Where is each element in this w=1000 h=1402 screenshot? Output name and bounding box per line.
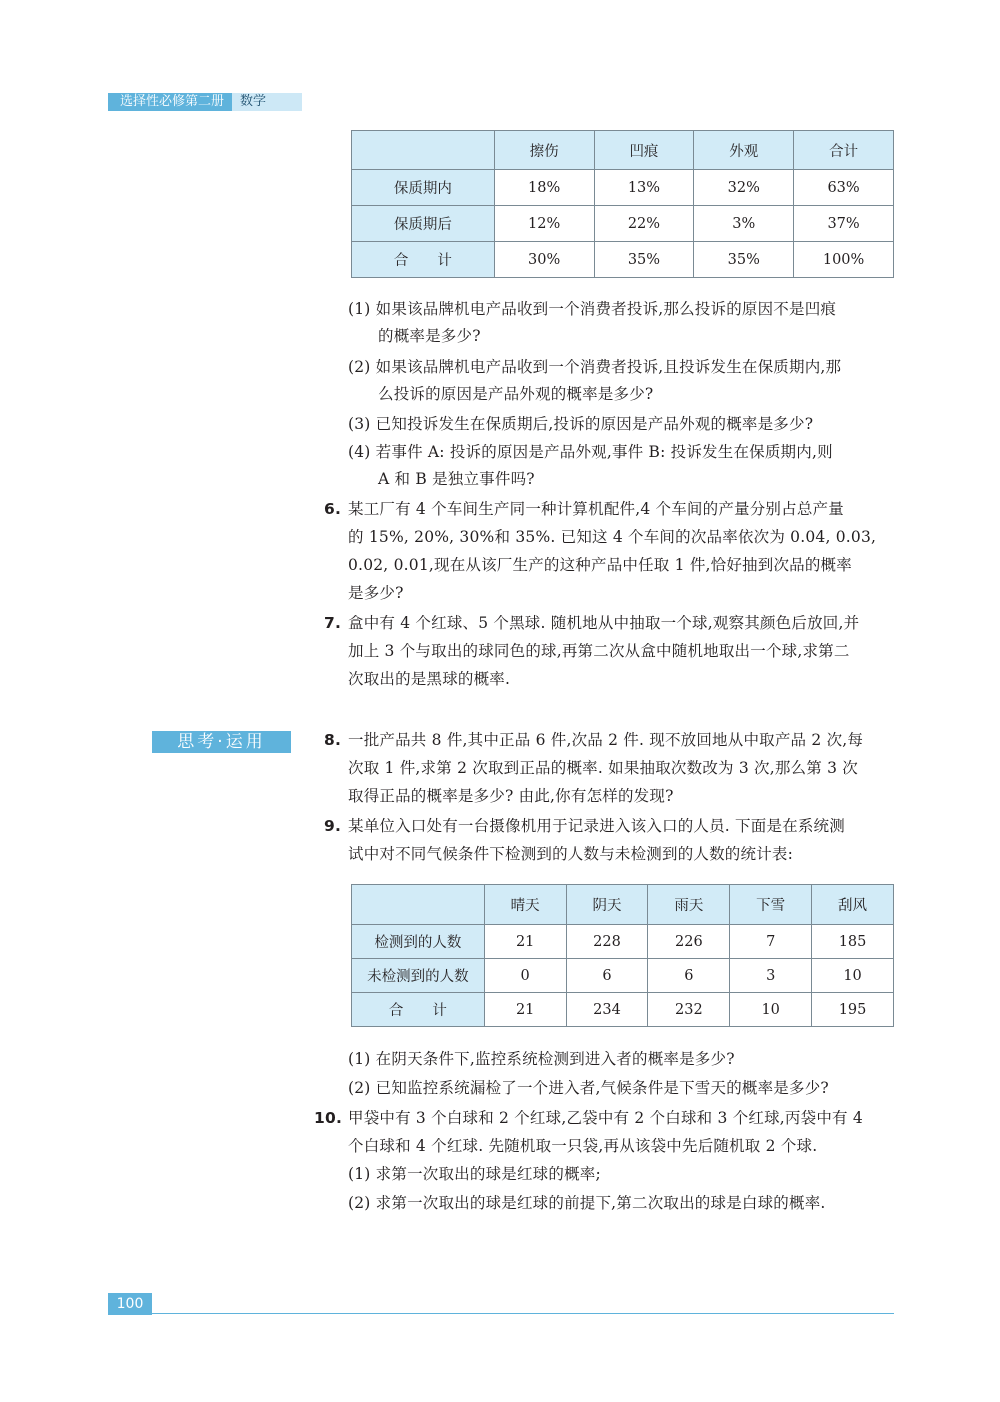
question-number: 7. bbox=[324, 614, 342, 632]
q5-part1-line1: (1) 如果该品牌机电产品收到一个消费者投诉,那么投诉的原因不是凹痕 bbox=[348, 300, 837, 318]
q5-part2-line2: 么投诉的原因是产品外观的概率是多少? bbox=[378, 385, 654, 403]
row-header: 保质期内 bbox=[352, 170, 495, 206]
q7-line2: 加上 3 个与取出的球同色的球,再第二次从盒中随机地取出一个球,求第二 bbox=[348, 642, 850, 660]
q6-line4: 是多少? bbox=[348, 584, 404, 602]
table-cell: 234 bbox=[566, 993, 648, 1027]
q5-part4-line1: (4) 若事件 A: 投诉的原因是产品外观,事件 B: 投诉发生在保质期内,则 bbox=[348, 443, 833, 461]
table-cell: 6 bbox=[566, 959, 648, 993]
table-cell: 7 bbox=[730, 925, 812, 959]
table-cell: 10 bbox=[730, 993, 812, 1027]
column-header: 刮风 bbox=[812, 885, 894, 925]
table-cell: 35% bbox=[594, 242, 694, 278]
table-cell: 3 bbox=[730, 959, 812, 993]
table-cell: 100% bbox=[794, 242, 894, 278]
column-header: 擦伤 bbox=[494, 131, 594, 170]
q10-part1: (1) 求第一次取出的球是红球的概率; bbox=[348, 1165, 601, 1183]
row-header: 未检测到的人数 bbox=[352, 959, 485, 993]
table-cell: 226 bbox=[648, 925, 730, 959]
table-cell: 37% bbox=[794, 206, 894, 242]
table-corner-cell bbox=[352, 885, 485, 925]
table-cell: 22% bbox=[594, 206, 694, 242]
table-cell: 3% bbox=[694, 206, 794, 242]
table-cell: 12% bbox=[494, 206, 594, 242]
q9-part2: (2) 已知监控系统漏检了一个进入者,气候条件是下雪天的概率是多少? bbox=[348, 1079, 829, 1097]
table-cell: 10 bbox=[812, 959, 894, 993]
q8-line2: 次取 1 件,求第 2 次取到正品的概率. 如果抽取次数改为 3 次,那么第 3 次 bbox=[348, 759, 858, 777]
q10-line2: 个白球和 4 个红球. 先随机取一只袋,再从该袋中先后随机取 2 个球. bbox=[348, 1137, 818, 1155]
column-header: 凹痕 bbox=[594, 131, 694, 170]
q7-line1: 盒中有 4 个红球、5 个黑球. 随机地从中抽取一个球,观察其颜色后放回,并 bbox=[348, 614, 860, 632]
complaint-table bbox=[351, 130, 894, 278]
table-row bbox=[352, 993, 894, 1027]
table-cell: 30% bbox=[494, 242, 594, 278]
table-cell: 35% bbox=[694, 242, 794, 278]
q8-line1: 一批产品共 8 件,其中正品 6 件,次品 2 件. 现不放回地从中取产品 2 次,每 bbox=[348, 731, 864, 749]
q6-line2: 的 15%, 20%, 30%和 35%. 已知这 4 个车间的次品率依次为 0.04, 0.03, bbox=[348, 528, 877, 546]
q9-line2: 试中对不同气候条件下检测到的人数与未检测到的人数的统计表: bbox=[348, 845, 794, 863]
row-header: 合 计 bbox=[352, 242, 495, 278]
column-header: 阴天 bbox=[566, 885, 648, 925]
table-cell: 6 bbox=[648, 959, 730, 993]
page-number: 100 bbox=[108, 1293, 152, 1315]
question-number: 6. bbox=[324, 500, 342, 518]
table-row bbox=[352, 959, 894, 993]
q5-part1-line2: 的概率是多少? bbox=[378, 327, 481, 345]
table-cell: 21 bbox=[484, 993, 566, 1027]
q9-line1: 某单位入口处有一台摄像机用于记录进入该入口的人员. 下面是在系统测 bbox=[348, 817, 845, 835]
question-number: 8. bbox=[324, 731, 342, 749]
table-cell: 18% bbox=[494, 170, 594, 206]
table-cell: 195 bbox=[812, 993, 894, 1027]
table-cell: 13% bbox=[594, 170, 694, 206]
table-row bbox=[352, 170, 894, 206]
q5-part2-line1: (2) 如果该品牌机电产品收到一个消费者投诉,且投诉发生在保质期内,那 bbox=[348, 358, 842, 376]
section-tag: 思考·运用 bbox=[152, 731, 291, 753]
table-row bbox=[352, 925, 894, 959]
table-row bbox=[352, 206, 894, 242]
question-number: 10. bbox=[314, 1109, 343, 1127]
table-cell: 32% bbox=[694, 170, 794, 206]
q10-part2: (2) 求第一次取出的球是红球的前提下,第二次取出的球是白球的概率. bbox=[348, 1194, 826, 1212]
row-header: 合 计 bbox=[352, 993, 485, 1027]
footer-rule bbox=[152, 1313, 894, 1314]
column-header: 合计 bbox=[794, 131, 894, 170]
running-header bbox=[108, 93, 302, 111]
table-header-row bbox=[352, 131, 894, 170]
table-cell: 21 bbox=[484, 925, 566, 959]
column-header: 晴天 bbox=[484, 885, 566, 925]
table-cell: 0 bbox=[484, 959, 566, 993]
column-header: 外观 bbox=[694, 131, 794, 170]
question-number: 9. bbox=[324, 817, 342, 835]
q9-part1: (1) 在阴天条件下,监控系统检测到进入者的概率是多少? bbox=[348, 1050, 735, 1068]
q10-line1: 甲袋中有 3 个白球和 2 个红球,乙袋中有 2 个白球和 3 个红球,丙袋中有 4 bbox=[348, 1109, 863, 1127]
table-header-row bbox=[352, 885, 894, 925]
column-header: 下雪 bbox=[730, 885, 812, 925]
subject-label: 数学 bbox=[232, 93, 302, 111]
q5-part4-line2: A 和 B 是独立事件吗? bbox=[378, 470, 535, 488]
table-row bbox=[352, 242, 894, 278]
table-cell: 228 bbox=[566, 925, 648, 959]
detection-table bbox=[351, 884, 894, 1027]
row-header: 保质期后 bbox=[352, 206, 495, 242]
table-corner-cell bbox=[352, 131, 495, 170]
book-title: 选择性必修第二册 bbox=[108, 93, 232, 111]
row-header: 检测到的人数 bbox=[352, 925, 485, 959]
q7-line3: 次取出的是黑球的概率. bbox=[348, 670, 511, 688]
column-header: 雨天 bbox=[648, 885, 730, 925]
q5-part3: (3) 已知投诉发生在保质期后,投诉的原因是产品外观的概率是多少? bbox=[348, 415, 814, 433]
table-cell: 185 bbox=[812, 925, 894, 959]
q6-line3: 0.02, 0.01,现在从该厂生产的这种产品中任取 1 件,恰好抽到次品的概率 bbox=[348, 556, 852, 574]
q6-line1: 某工厂有 4 个车间生产同一种计算机配件,4 个车间的产量分别占总产量 bbox=[348, 500, 844, 518]
table-cell: 232 bbox=[648, 993, 730, 1027]
q8-line3: 取得正品的概率是多少? 由此,你有怎样的发现? bbox=[348, 787, 674, 805]
table-cell: 63% bbox=[794, 170, 894, 206]
